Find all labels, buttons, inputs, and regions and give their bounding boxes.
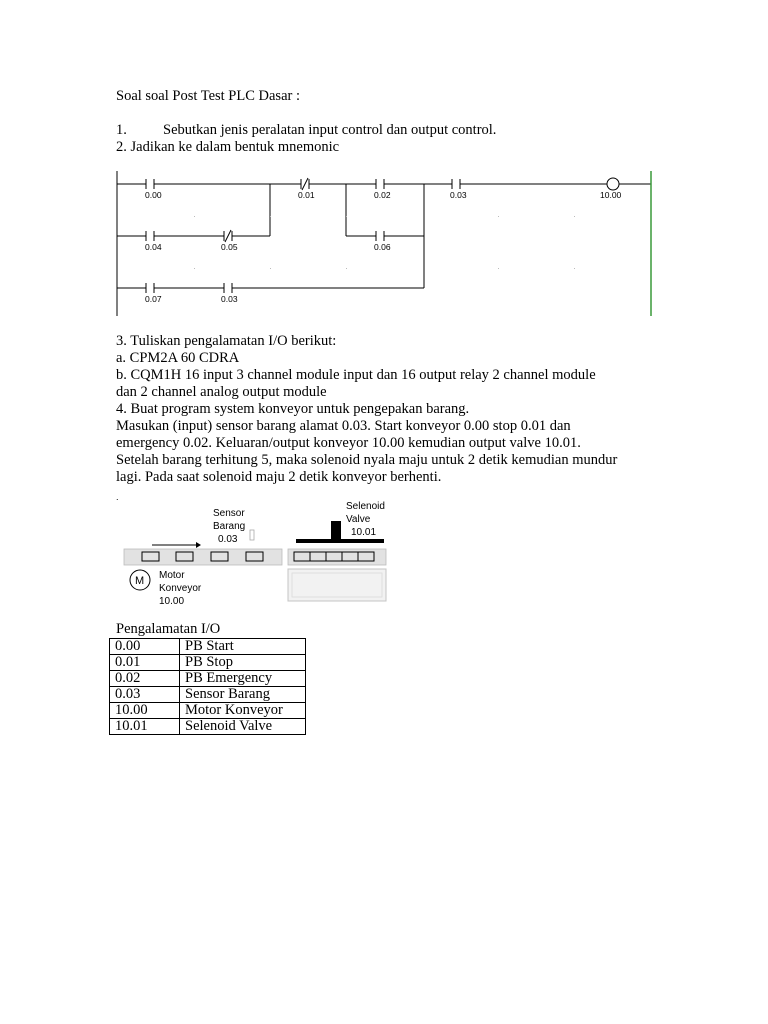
motor-label-line2: Konveyor — [159, 583, 202, 594]
arrow-right-icon — [152, 542, 201, 548]
table-row — [110, 703, 306, 719]
contact-label: 0.04 — [145, 242, 162, 252]
contact-label: 0.03 — [450, 190, 467, 200]
question-4-text: 4. Buat program system konveyor untuk pengepakan barang. — [116, 401, 470, 417]
io-table-title: Pengalamatan I/O — [116, 621, 221, 637]
address-cell: 0.01 — [110, 655, 180, 671]
document-title: Soal soal Post Test PLC Dasar : — [116, 88, 300, 104]
svg-text:M: M — [135, 575, 145, 587]
question-4-line3: Setelah barang terhitung 5, maka solenoid nyala maju untuk 2 detik kemudian mundur — [116, 452, 618, 468]
description-cell: Motor Konveyor — [180, 703, 306, 719]
contact-label: 0.07 — [145, 294, 162, 304]
description-cell: Selenoid Valve — [180, 719, 306, 735]
address-cell: 0.03 — [110, 687, 180, 703]
question-3b-line2: dan 2 channel analog output module — [116, 384, 327, 400]
contact-label: 0.01 — [298, 190, 315, 200]
contact-label: 0.06 — [374, 242, 391, 252]
description-cell: PB Stop — [180, 655, 306, 671]
sensor-label-line1: Sensor — [213, 508, 245, 519]
table-row — [110, 639, 306, 655]
solenoid-label-line2: Valve — [346, 514, 371, 525]
table-row — [110, 671, 306, 687]
question-3a-text: a. CPM2A 60 CDRA — [116, 350, 240, 366]
address-cell: 10.00 — [110, 703, 180, 719]
sensor-label-line2: Barang — [213, 521, 246, 532]
table-row — [110, 719, 306, 735]
solenoid-label-line3: 10.01 — [351, 527, 377, 538]
conveyor-belt — [124, 549, 282, 565]
address-cell: 0.02 — [110, 671, 180, 687]
contact-label: 0.05 — [221, 242, 238, 252]
motor-label-line1: Motor — [159, 570, 185, 581]
question-3-text: 3. Tuliskan pengalamatan I/O berikut: — [116, 333, 337, 349]
contact-label: 0.03 — [221, 294, 238, 304]
question-1-text: Sebutkan jenis peralatan input control dan output control. — [163, 122, 497, 138]
question-3b-line1: b. CQM1H 16 input 3 channel module input dan 16 output relay 2 channel module — [116, 367, 596, 383]
question-4-line4: lagi. Pada saat solenoid maju 2 detik konveyor berhenti. — [116, 469, 442, 485]
solenoid-bar — [296, 539, 384, 543]
question-4-line1: Masukan (input) sensor barang alamat 0.03. Start konveyor 0.00 stop 0.01 dan — [116, 418, 571, 434]
motor-label-line3: 10.00 — [159, 596, 185, 607]
solenoid-label-line1: Selenoid — [346, 501, 385, 512]
question-4-line2: emergency 0.02. Keluaran/output konveyor 10.00 kemudian output valve 10.01. — [116, 435, 581, 451]
motor-icon — [130, 570, 150, 590]
sensor-label-line3: 0.03 — [218, 534, 238, 545]
sensor-icon — [250, 530, 254, 540]
question-2-text: 2. Jadikan ke dalam bentuk mnemonic — [116, 139, 340, 155]
description-cell: Sensor Barang — [180, 687, 306, 703]
contact-label: 0.02 — [374, 190, 391, 200]
packing-rack — [288, 549, 386, 565]
address-cell: 10.01 — [110, 719, 180, 735]
coil-label: 10.00 — [600, 190, 622, 200]
io-table — [109, 638, 306, 735]
description-cell: PB Start — [180, 639, 306, 655]
address-cell: 0.00 — [110, 639, 180, 655]
question-1-number: 1. — [116, 122, 127, 138]
packing-bin — [288, 569, 386, 601]
table-row — [110, 655, 306, 671]
table-row — [110, 687, 306, 703]
solenoid-piston — [331, 521, 341, 539]
dot-marker: . — [116, 492, 119, 502]
description-cell: PB Emergency — [180, 671, 306, 687]
contact-label: 0.00 — [145, 190, 162, 200]
